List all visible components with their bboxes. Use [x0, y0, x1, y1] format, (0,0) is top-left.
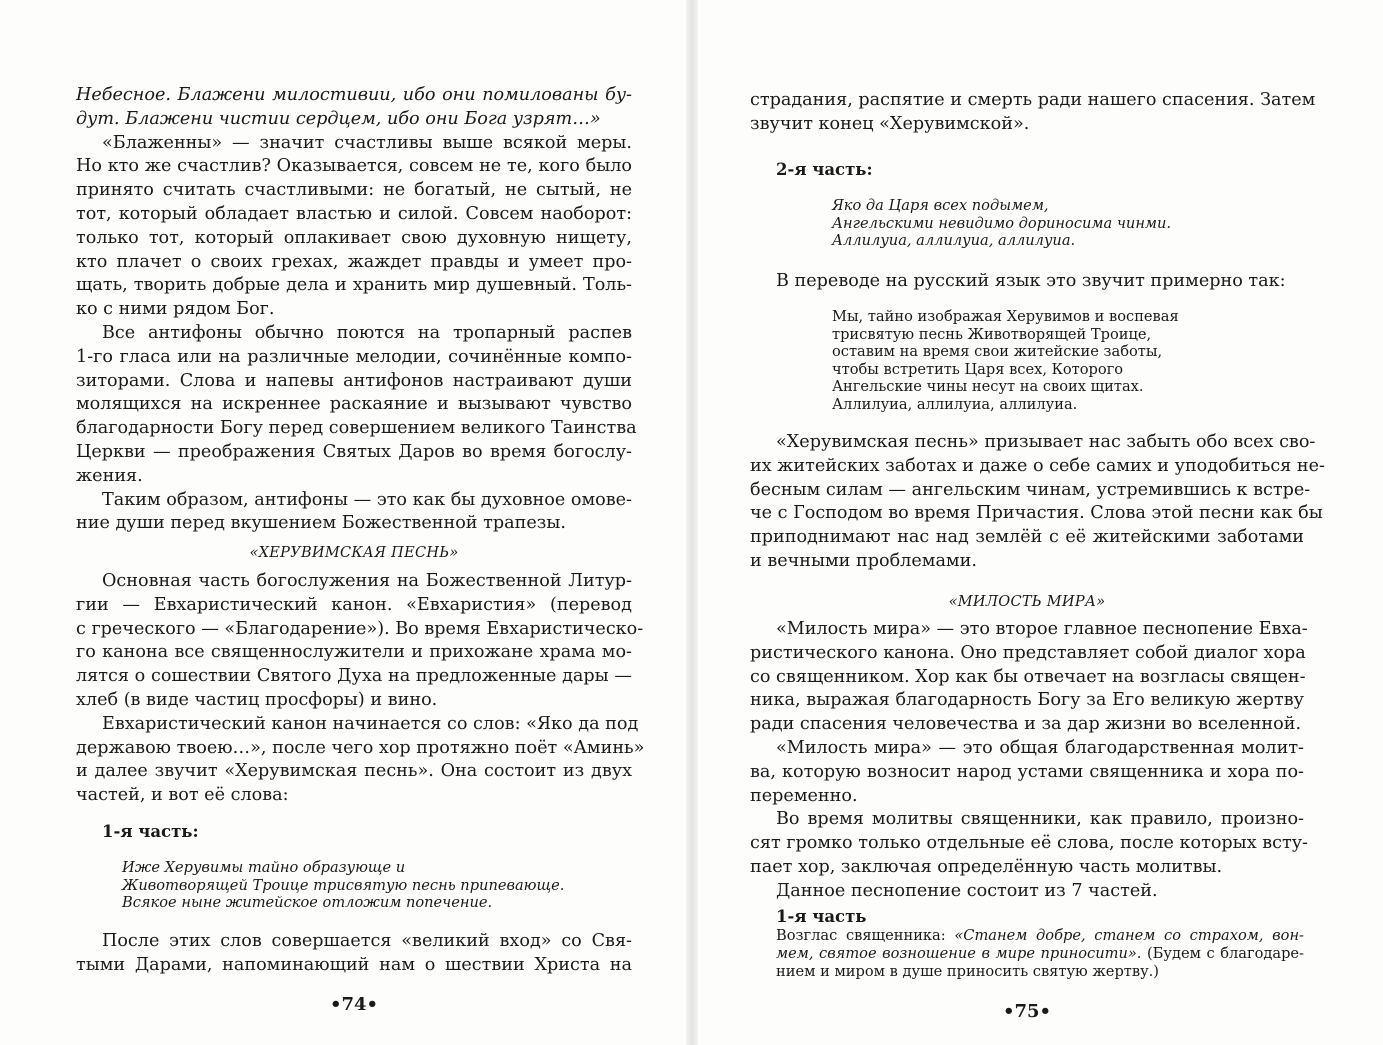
text-line: частей, и вот её слова:	[76, 785, 289, 806]
text-line: Таким образом, антифоны — это как бы духовное омове-	[102, 489, 632, 510]
text-line: ника, выражая благодарность Богу за Его великую жертву	[750, 690, 1304, 711]
verse-line: Животворящей Троице трисвятую песнь припевающе.	[122, 876, 565, 894]
text-line: принято считать счастливыми: не богатый, не сытый, не	[76, 180, 632, 201]
text-line: переменно.	[750, 785, 858, 806]
text-line: бесным силам — ангельским чинам, устремившись к встре-	[750, 479, 1311, 500]
exclamation-tail-text: (Будем с благодаре-	[1141, 944, 1304, 962]
text-line: го канона все священнослужители и прихожане храма мо-	[76, 642, 632, 663]
verse-block	[122, 859, 564, 912]
text-line: лятся о сошествии Святого Духа на предложенные дары —	[76, 666, 632, 687]
text-line: кто плачет о своих грехах, жаждет правды и умеет про-	[76, 251, 632, 272]
text-line: Небесное. Блажени милостивии, ибо они помилованы бу-	[76, 85, 632, 105]
text-line: звучит конец «Херувимской».	[750, 113, 1030, 134]
part-label: 2-я часть:	[776, 160, 873, 179]
text-line: ва, которую возносит народ устами священника и хора по-	[750, 761, 1304, 782]
text-line: их житейских заботах и даже о себе самих и уподобиться не-	[750, 455, 1325, 476]
verse-block	[832, 197, 1171, 250]
verse-line: Аллилуиа, аллилуиа, аллилуиа.	[832, 395, 1078, 413]
verse-line: Ангельские чины несут на своих щитах.	[832, 378, 1144, 396]
text-line: Но кто же счастлив? Оказывается, совсем не те, кого было	[76, 156, 632, 177]
text-line: тот, который обладает властью и силой. Совсем наоборот:	[76, 203, 632, 224]
text-line: Основная часть богослужения на Божественной Литур-	[102, 571, 632, 591]
text-line: и далее звучит «Херувимская песнь». Она состоит из двух	[76, 761, 632, 782]
section-heading: «ХЕРУВИМСКАЯ ПЕСНЬ»	[249, 545, 459, 561]
text-line: ристического канона. Оно представляет собой диалог хора	[750, 642, 1306, 663]
verse-line: трисвятую песнь Животворящей Троице,	[832, 325, 1152, 343]
text-line: че с Господом во время Причастия. Слова этой песни как бы	[750, 503, 1323, 524]
left-page	[76, 0, 645, 1045]
verse-line: Мы, тайно изображая Херувимов и воспевая	[832, 308, 1179, 325]
translation-verse-block	[832, 308, 1179, 414]
text-line: с греческого — «Благодарение»). Во время Евхаристическо-	[76, 618, 644, 639]
left-text-bottom	[76, 930, 632, 978]
exclamation-plain-text: Возглас священника:	[776, 927, 955, 944]
text-line: хлеб (в виде частиц просфоры) и вино.	[76, 689, 438, 710]
text-line: «Милость мира» — это второе главное песнопение Евха-	[776, 619, 1308, 639]
part-label: 1-я часть:	[102, 822, 199, 841]
exclamation-italic-text: мем, святое возношение в мире приносити».	[776, 944, 1142, 962]
book-gutter	[686, 0, 698, 1045]
verse-line: Аллилуиа, аллилуиа, аллилуиа.	[832, 232, 1076, 250]
exclamation-line	[776, 945, 1304, 963]
translation-intro	[750, 270, 1304, 294]
verse-line: оставим на время свои житейские заботы,	[832, 343, 1163, 361]
text-line: со священником. Хор как бы отвечает на возгласы священ-	[750, 666, 1306, 687]
text-line: Все антифоны обычно поются на тропарный распев	[102, 322, 632, 343]
right-text-top	[750, 89, 1316, 137]
text-line: дут. Блажени чистии сердцем, ибо они Бога узрят…»	[76, 108, 601, 129]
exclamation-italic-text: «Станем добре, станем со страхом, вон-	[954, 927, 1304, 944]
text-line: сят громко только отдельные её слова, после которых всту-	[750, 833, 1308, 854]
verse-line: Иже Херувимы тайно образующе и	[122, 859, 406, 876]
text-line: ние души перед вкушением Божественной трапезы.	[76, 513, 566, 534]
text-line: В переводе на русский язык это звучит примерно так:	[776, 271, 1286, 291]
verse-line: Ангельскими невидимо дориносима чинми.	[832, 214, 1172, 232]
text-line: щать, творить добрые дела и хранить мир душевный. Толь-	[76, 275, 632, 296]
text-line: тыми Дарами, напоминающий нам о шествии Христа на	[76, 954, 632, 975]
text-line: Во время молитвы священники, как правило, произно-	[776, 809, 1304, 830]
right-text-mid	[750, 431, 1325, 574]
exclamation-line	[776, 927, 1304, 945]
exclamation-line	[776, 963, 1304, 981]
text-line: приподнимают нас над землёй с её житейскими заботами	[750, 527, 1304, 548]
right-page	[750, 0, 1325, 1045]
text-line: Евхаристический канон начинается со слов: «Яко да под	[102, 713, 639, 734]
left-text-top	[76, 84, 637, 536]
text-line: 1-го гласа или на различные мелодии, сочинённые компо-	[76, 346, 632, 367]
left-text-mid	[76, 570, 645, 808]
text-line: Данное песнопение состоит из 7 частей.	[776, 880, 1158, 901]
text-line: молящихся на искреннее раскаяние и вызывают чувство	[76, 394, 632, 415]
text-line: гии — Евхаристический канон. «Евхаристия» (перевод	[76, 594, 632, 615]
text-line: и вечными проблемами.	[750, 550, 977, 571]
text-line: благодарности Богу перед совершением великого Таинства	[76, 418, 637, 439]
priest-exclamation	[776, 927, 1304, 980]
verse-line: Всякое ныне житейское отложим попечение.	[122, 894, 493, 912]
right-text-bottom	[750, 618, 1308, 904]
page-number: •74•	[329, 994, 379, 1015]
exclamation-plain-text: нием и миром в душе приносить святую жертву.)	[776, 962, 1159, 980]
text-line: страдания, распятие и смерть ради нашего спасения. Затем	[750, 90, 1316, 110]
text-line: «Херувимская песнь» призывает нас забыть обо всех сво-	[776, 432, 1316, 452]
text-line: зиторами. Слова и напевы антифонов настраивают души	[76, 370, 632, 391]
text-line: ради спасения человечества и за дар жизни во вселенной.	[750, 714, 1302, 735]
text-line: ко с ними рядом Бог.	[76, 299, 275, 320]
text-line: После этих слов совершается «великий вход» со Свя-	[102, 931, 632, 951]
verse-line: Яко да Царя всех подымем,	[832, 197, 1049, 214]
part-label: 1-я часть	[776, 907, 867, 926]
text-line: «Блаженны» — значит счастливы выше всякой меры.	[102, 132, 632, 153]
text-line: только тот, который оплакивает свою духовную нищету,	[76, 227, 632, 248]
section-heading: «МИЛОСТЬ МИРА»	[948, 594, 1106, 610]
text-line: «Милость мира» — это общая благодарственная молит-	[776, 737, 1304, 758]
text-line: пает хор, заключая определённую часть молитвы.	[750, 856, 1223, 877]
verse-line: чтобы встретить Царя всех, Которого	[832, 360, 1124, 378]
text-line: жения.	[76, 465, 143, 486]
text-line: державою твоею…», после чего хор протяжно поёт «Аминь»	[76, 737, 645, 758]
page-number: •75•	[1002, 1001, 1052, 1022]
text-line: Церкви — преображения Святых Даров во время богослу-	[76, 441, 632, 462]
